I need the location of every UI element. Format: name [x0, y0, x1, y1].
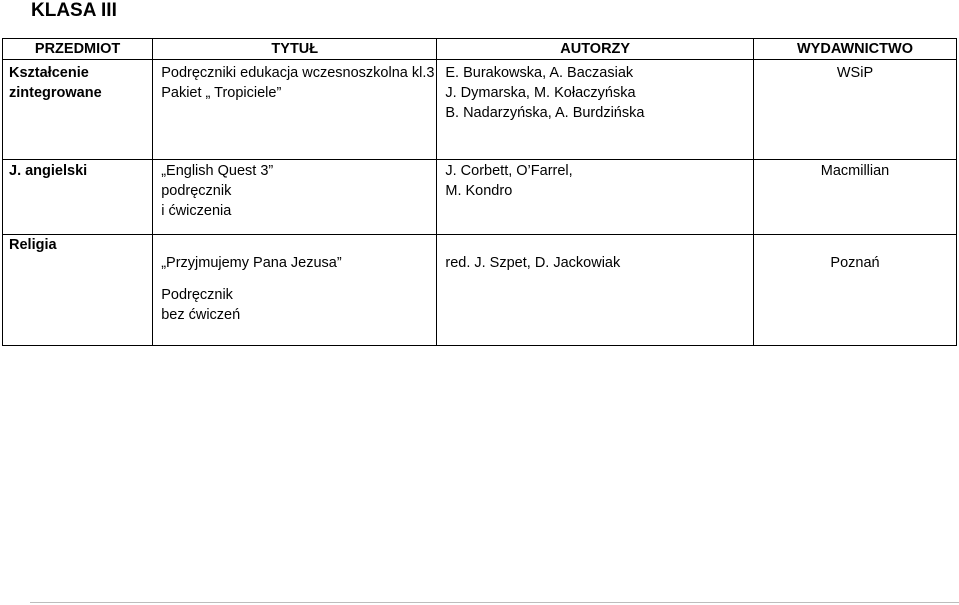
footer-divider	[30, 602, 959, 603]
title-cell	[153, 160, 437, 235]
author-line: J. Corbett, O’Farrel,	[445, 163, 573, 179]
subject-cell	[3, 60, 153, 160]
publisher-cell: Macmillian	[754, 160, 957, 235]
author-line: J. Dymarska, M. Kołaczyńska	[445, 85, 636, 101]
author-line: E. Burakowska, A. Baczasiak	[445, 65, 634, 81]
title-cell	[153, 60, 437, 160]
subject-line: Kształcenie	[9, 65, 89, 81]
authors-cell	[437, 235, 754, 346]
page-title: KLASA III	[31, 0, 117, 21]
subject-line: zintegrowane	[9, 85, 102, 101]
title-line: Pakiet „ Tropiciele”	[161, 85, 282, 101]
publisher-line: Poznań	[830, 255, 880, 271]
publisher-cell	[754, 235, 957, 346]
author-line: B. Nadarzyńska, A. Burdzińska	[445, 105, 645, 121]
table-row	[3, 160, 957, 235]
title-line: „Przyjmujemy Pana Jezusa”	[161, 255, 342, 271]
publisher-cell: WSiP	[754, 60, 957, 160]
title-line: i ćwiczenia	[161, 203, 232, 219]
author-line: red. J. Szpet, D. Jackowiak	[445, 255, 621, 271]
subject-cell	[3, 235, 153, 346]
header-subject: PRZEDMIOT	[3, 39, 153, 60]
subject-line: Religia	[9, 237, 57, 253]
header-authors: AUTORZY	[437, 39, 754, 60]
title-line: „English Quest 3”	[161, 163, 274, 179]
title-line: podręcznik	[161, 183, 232, 199]
title-line: bez ćwiczeń	[161, 307, 241, 323]
header-publisher: WYDAWNICTWO	[754, 39, 957, 60]
table-header-row	[3, 39, 957, 60]
title-line: Podręcznik	[161, 287, 233, 303]
authors-cell	[437, 160, 754, 235]
title-line: Podręczniki edukacja wczesnoszkolna kl.3	[161, 65, 435, 81]
textbook-table	[2, 38, 957, 346]
table-row	[3, 235, 957, 346]
authors-cell	[437, 60, 754, 160]
subject-line: J. angielski	[9, 163, 88, 179]
table-row	[3, 60, 957, 160]
header-title: TYTUŁ	[153, 39, 437, 60]
title-cell	[153, 235, 437, 346]
subject-cell	[3, 160, 153, 235]
author-line: M. Kondro	[445, 183, 513, 199]
